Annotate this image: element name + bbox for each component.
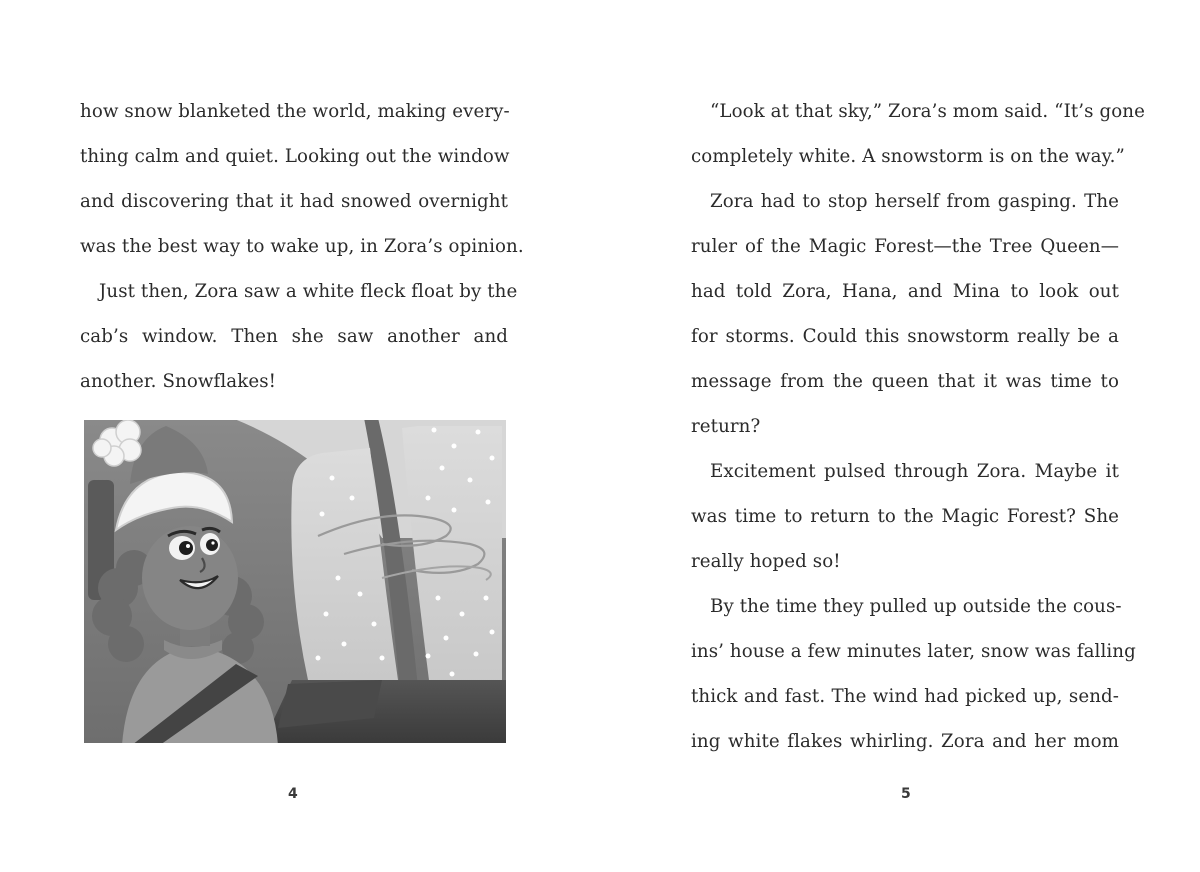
text-line: ing white flakes whirling. Zora and her mom xyxy=(691,731,1119,752)
text-line: how snow blanketed the world, making every- xyxy=(80,101,510,122)
left-page-text xyxy=(80,96,524,411)
text-line: Just then, Zora saw a white fleck float by the xyxy=(99,281,518,302)
text-line: had told Zora, Hana, and Mina to look out xyxy=(691,281,1119,302)
text-line: ins’ house a few minutes later, snow was falling xyxy=(691,641,1136,662)
text-line: for storms. Could this snowstorm really be a xyxy=(691,326,1119,347)
text-line: another. Snowflakes! xyxy=(80,371,277,392)
page-number: 4 xyxy=(288,786,298,802)
text-line: return? xyxy=(691,416,761,437)
text-line: thing calm and quiet. Looking out the window xyxy=(80,146,510,167)
illustration-zora-in-cab xyxy=(82,418,508,745)
text-line: cab’s window. Then she saw another and xyxy=(80,326,508,347)
text-line: By the time they pulled up outside the cous- xyxy=(710,596,1122,617)
right-page xyxy=(600,0,1200,872)
text-line: completely white. A snowstorm is on the way.” xyxy=(691,146,1125,167)
text-line: thick and fast. The wind had picked up, send- xyxy=(691,686,1119,707)
text-line: message from the queen that it was time to xyxy=(691,371,1119,392)
text-line: and discovering that it had snowed overnight xyxy=(80,191,508,212)
page-number: 5 xyxy=(901,786,911,802)
text-line: Zora had to stop herself from gasping. The xyxy=(710,191,1119,212)
text-line: ruler of the Magic Forest—the Tree Queen— xyxy=(691,236,1119,257)
text-line: was time to return to the Magic Forest? She xyxy=(691,506,1119,527)
text-line: “Look at that sky,” Zora’s mom said. “It’s gone xyxy=(710,101,1145,122)
text-line: really hoped so! xyxy=(691,551,841,572)
text-line: Excitement pulsed through Zora. Maybe it xyxy=(710,461,1119,482)
right-page-text xyxy=(691,96,1145,771)
text-line: was the best way to wake up, in Zora’s opinion. xyxy=(80,236,524,257)
